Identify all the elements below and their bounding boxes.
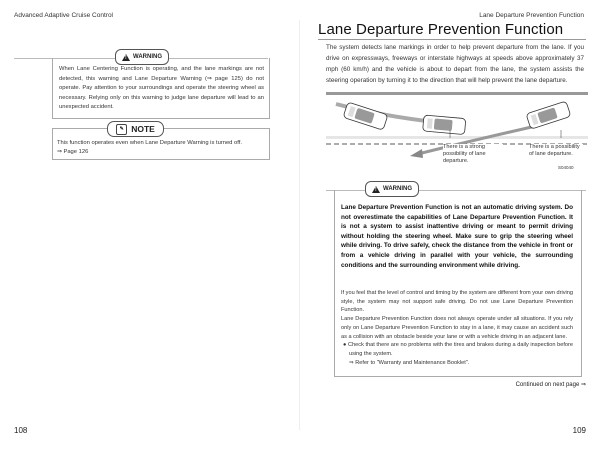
- left-warning-text: When Lane Centering Function is operating, and the lane markings are not detected, this warning and Lane Departure Warning (⇒ page 125) do not operate. Pay attention to your surroundings and operate the steering wheel as necessary. Relying only on this warning to judge lane departure will lead to an unexpected accident.: [59, 66, 264, 111]
- running-header-right: Lane Departure Prevention Function: [479, 12, 584, 19]
- warning-triangle-icon: [122, 54, 130, 61]
- note-icon: ✎: [116, 124, 127, 135]
- page-number-left: 108: [14, 426, 28, 435]
- title-rule: [318, 39, 586, 40]
- continued-note: Continued on next page ⇒: [515, 382, 586, 388]
- right-warning-label: ! WARNING: [365, 181, 419, 197]
- right-warning-body: If you feel that the level of control and timing by the system are different from your own driving style, the system may not support safe driving. Do not use Lane Departure Prevention Function. Lane Departure Prevention Function does not always operate under all situations. If you rely only on Lane Departure Prevention Function to stay in a lane, it may cause an accident such as a collision with an obstacle beside your lane or with a vehicle driving in an adjacent lane. ● Check that there are no problems with the tires and brakes during a daily inspection before using the system. ⇒ Refer to "Warranty and Maintenance Booklet".: [341, 290, 573, 366]
- callout-possibility: There is a possibility of lane departure.: [529, 144, 583, 158]
- intro-paragraph: The system detects lane markings in order to help prevent departure from the lane. If you drive on expressways, freeways or interstate highways at speeds above approximately 37 mph (60 km/h) and the vehicle is about to depart from the lane, the system assists the steering operation by turning it to the direction that will help prevent the lane departure.: [326, 44, 584, 84]
- note-text: This function operates even when Lane Departure Warning is turned off. ⇒ Page 126: [57, 140, 242, 155]
- figure-code: S04040: [558, 165, 574, 170]
- car-icon-1: [343, 102, 388, 130]
- car-icon-3: [526, 101, 571, 129]
- right-warning-box: [334, 186, 582, 377]
- note-box: [52, 124, 270, 160]
- callout-strong: There is a strong possibility of lane departure.: [443, 144, 503, 165]
- warning-triangle-icon: [372, 186, 380, 193]
- right-warning-bold-text: Lane Departure Prevention Function is not an automatic driving system. Do not overestimate the capabilities of Lane Departure Prevention Function. It is not a system to assist inattentive driving or meant to permit driving without holding the steering wheel. Make sure to grip the steering wheel while driving. To drive safely, check the distance from the vehicle in front or from a vehicle driving in parallel with your vehicle, the surrounding conditions and the surrounding environment while driving.: [341, 204, 573, 269]
- running-header-left: Advanced Adaptive Cruise Control: [14, 12, 114, 19]
- lane-departure-figure: [326, 92, 588, 192]
- warning-label: ! WARNING: [115, 49, 169, 65]
- page-number-right: 109: [572, 426, 586, 435]
- page-gutter: [299, 20, 300, 430]
- left-warning-box: [52, 54, 270, 119]
- car-icon-2: [423, 115, 466, 135]
- page-title: Lane Departure Prevention Function: [318, 21, 564, 38]
- note-label: ✎ NOTE: [107, 121, 164, 137]
